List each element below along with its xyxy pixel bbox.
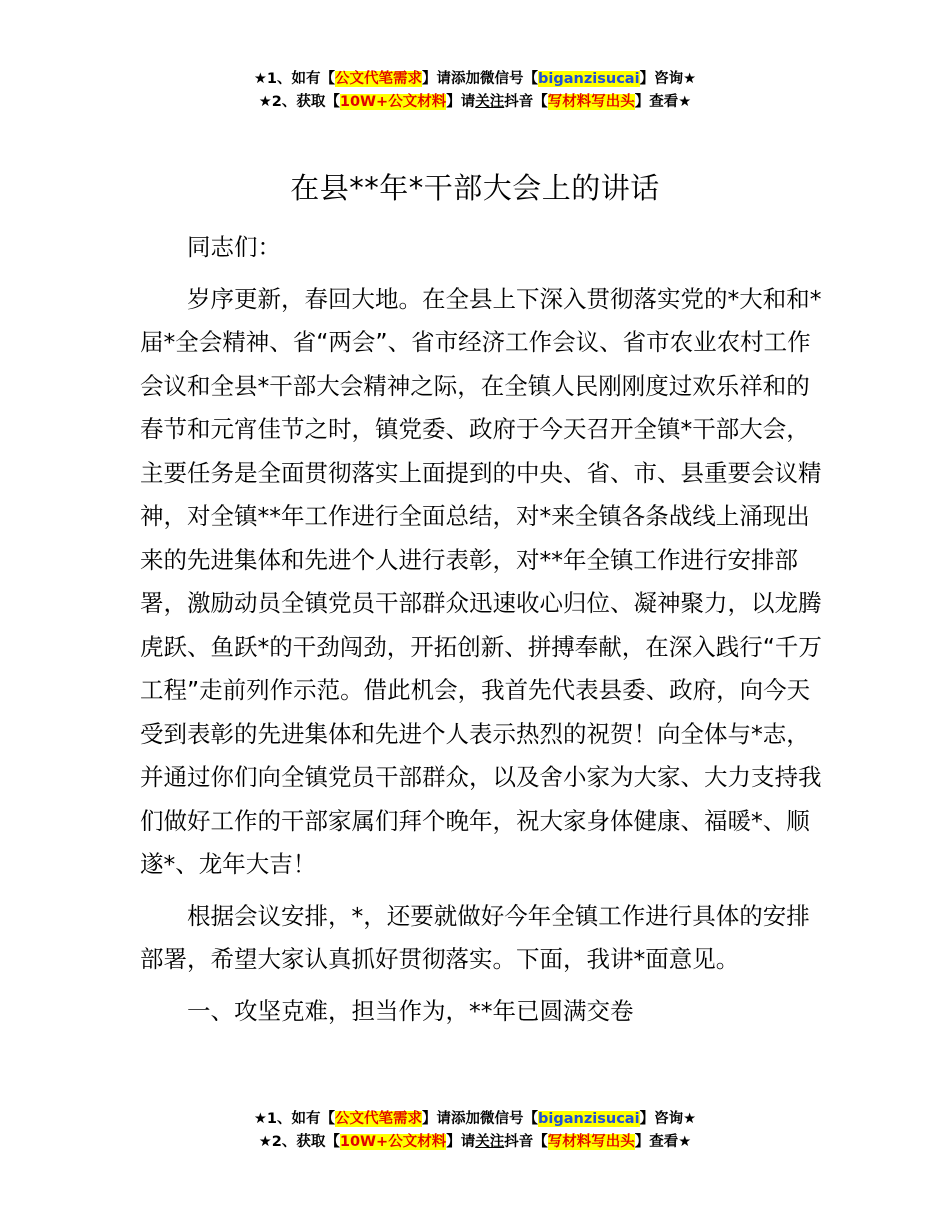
paragraph-arrangement: 根据会议安排，*，还要就做好今年全镇工作进行具体的安排部署，希望大家认真抓好贯彻落实。下面，我讲*面意见。 xyxy=(140,901,810,973)
highlight-wechat-id: biganzisucai xyxy=(538,1111,640,1127)
promo-line-2: ★2、获取【10W+公文材料】请关注抖音【写材料写出头】查看★ xyxy=(258,94,692,110)
document-title: 在县**年*干部大会上的讲话 xyxy=(290,171,660,205)
highlight-ghostwriting: 公文代笔需求 xyxy=(335,1111,423,1127)
highlight-douyin-account: 写材料写出头 xyxy=(547,94,635,110)
underlined-follow: 关注 xyxy=(475,1134,505,1150)
promo-line-1: ★1、如有【公文代笔需求】请添加微信号【biganzisucai】咨询★ xyxy=(253,71,697,87)
section-heading-1: 一、攻坚克难，担当作为，**年已圆满交卷 xyxy=(187,996,634,1025)
underlined-follow: 关注 xyxy=(475,94,505,110)
promo-banner-bottom xyxy=(0,1108,950,1154)
promo-line-2: ★2、获取【10W+公文材料】请关注抖音【写材料写出头】查看★ xyxy=(258,1134,692,1150)
promo-banner-top xyxy=(0,68,950,114)
highlight-ghostwriting: 公文代笔需求 xyxy=(335,71,423,87)
paragraph-opening: 岁序更新，春回大地。在全县上下深入贯彻落实党的*大和和*届*全会精神、省“两会”、省市经济工作会议、省市农业农村工作会议和全县*干部大会精神之际，在全镇人民刚刚度过欢乐祥和的春节和元宵佳节之时，镇党委、政府于今天召开全镇*干部大会，主要任务是全面贯彻落实上面提到的中央、省、市、县重要会议精神，对全镇**年工作进行全面总结，对*来全镇各条战线上涌现出来的先进集体和先进个人进行表彰，对**年全镇工作进行安排部署，激励动员全镇党员干部群众迅速收心归位、凝神聚力，以龙腾虎跃、鱼跃*的干劲闯劲，开拓创新、拼搏奉献，在深入践行“千万工程”走前列作示范。借此机会，我首先代表县委、政府，向今天受到表彰的先进集体和先进个人表示热烈的祝贺！向全体与*志，并通过你们向全镇党员干部群众，以及舍小家为大家、大力支持我们做好工作的干部家属们拜个晚年，祝大家身体健康、福暖*、顺遂*、龙年大吉！ xyxy=(140,284,822,878)
highlight-wechat-id: biganzisucai xyxy=(538,71,640,87)
highlight-materials: 10W+公文材料 xyxy=(339,94,447,110)
document-body xyxy=(140,226,830,1041)
highlight-douyin-account: 写材料写出头 xyxy=(547,1134,635,1150)
salutation: 同志们： xyxy=(187,233,281,261)
promo-line-1: ★1、如有【公文代笔需求】请添加微信号【biganzisucai】咨询★ xyxy=(253,1111,697,1127)
highlight-materials: 10W+公文材料 xyxy=(339,1134,447,1150)
